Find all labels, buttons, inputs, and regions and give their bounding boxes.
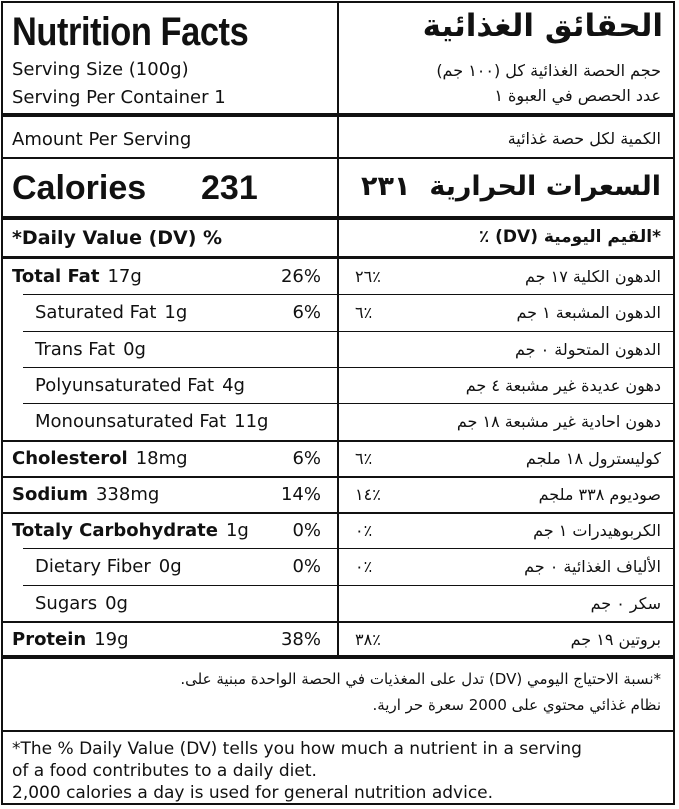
nutrient-name-ar: كوليسترول ١٨ ملجم — [525, 448, 661, 468]
nutrient-name-en: Saturated Fat 1g — [35, 302, 188, 324]
nutrient-name-ar: دهون عديدة غير مشبعة ٤ جم — [465, 375, 661, 395]
nutrient-dv-ar: ٦٪ — [355, 448, 373, 468]
nutrient-name-ar: سكر ٠ جم — [590, 593, 661, 613]
nutrient-amount-en: 0g — [105, 592, 128, 614]
nutrient-dv-en: 26% — [280, 266, 321, 287]
calories-label-en: Calories — [12, 169, 147, 207]
column-divider — [337, 3, 339, 655]
nutrient-name-en: Cholesterol 18mg — [12, 447, 188, 469]
row-divider — [23, 331, 673, 332]
nutrient-dv-en: 6% — [292, 302, 321, 324]
row-divider — [23, 585, 673, 586]
amount-label-en: Amount Per Serving — [12, 129, 192, 150]
nutrient-dv-ar: ١٤٪ — [355, 484, 381, 504]
row-divider — [23, 403, 673, 404]
nutrient-dv-en: 38% — [280, 629, 321, 650]
nutrient-name-en: Protein 19g — [12, 629, 129, 650]
nutrient-name-en: Total Fat 17g — [12, 266, 142, 287]
row-divider — [23, 548, 673, 549]
serving-size-ar: حجم الحصة الغذائية كل (١٠٠ جم) — [436, 61, 661, 80]
nutrient-name-ar: بروتين ١٩ جم — [570, 630, 661, 649]
nutrient-dv-en: 14% — [280, 483, 321, 505]
nutrient-dv-ar: ٣٨٪ — [355, 630, 381, 649]
serving-per-container-en: Serving Per Container 1 — [12, 87, 226, 108]
nutrient-dv-ar: ٠٪ — [355, 521, 373, 541]
footnote-en-line1: *The % Daily Value (DV) tells you how much a nutrient in a serving — [12, 739, 582, 759]
footnote-en-line3: 2,000 calories a day is used for general nutrition advice. — [12, 783, 494, 803]
nutrient-amount-en: 0g — [123, 338, 146, 360]
nutrient-amount-en: 1g — [225, 520, 249, 542]
daily-value-label-ar: *القيم اليومية (DV) ٪ — [478, 227, 661, 247]
nutrient-amount-en: 11g — [234, 411, 269, 433]
title-ar: الحقائق الغذائية — [422, 8, 663, 44]
calories-value-en: 231 — [201, 169, 258, 207]
footnote-ar-line1: *نسبة الاحتياج اليومي (DV) تدل على المغذيات في الحصة الواحدة مبنية على. — [180, 670, 661, 688]
nutrient-amount-en: 338mg — [95, 483, 160, 505]
nutrient-name-ar: صوديوم ٣٣٨ ملجم — [538, 484, 661, 504]
nutrient-dv-en: 6% — [292, 447, 321, 469]
calories-label-ar: السعرات الحرارية — [429, 171, 661, 202]
nutrient-name-en: Dietary Fiber 0g — [35, 556, 182, 578]
calories-value-ar: ٢٣١ — [361, 171, 411, 202]
nutrition-label — [1, 1, 675, 805]
nutrient-dv-ar: ٦٪ — [355, 303, 373, 323]
footnote-divider — [3, 730, 673, 732]
row-divider — [23, 294, 673, 295]
nutrient-dv-en: 0% — [292, 556, 321, 578]
serving-size-en: Serving Size (100g) — [12, 59, 189, 80]
nutrient-name-en: Sugars 0g — [35, 592, 128, 614]
nutrient-name-ar: الدهون المتحولة ٠ جم — [514, 339, 661, 359]
table-bottom-divider — [3, 655, 673, 659]
nutrient-name-en: Totaly Carbohydrate 1g — [12, 520, 249, 542]
nutrient-name-ar: دهون احادية غير مشبعة ١٨ جم — [456, 412, 661, 432]
nutrient-dv-ar: ٠٪ — [355, 557, 373, 577]
footnote-en-line2: of a food contributes to a daily diet. — [12, 761, 317, 781]
serving-per-container-ar: عدد الحصص في العبوة ١ — [494, 86, 661, 105]
nutrient-dv-ar: ٢٦٪ — [355, 267, 381, 286]
nutrient-amount-en: 4g — [222, 374, 245, 396]
nutrient-amount-en: 19g — [94, 629, 129, 650]
amount-label-ar: الكمية لكل حصة غذائية — [507, 129, 661, 148]
footnote-ar-line2: نظام غذائي محتوي على 2000 سعرة حر ارية. — [372, 696, 661, 714]
daily-value-label-en: *Daily Value (DV) % — [12, 227, 223, 249]
nutrient-name-ar: الألياف الغذائية ٠ جم — [524, 557, 661, 577]
nutrient-name-en: Polyunsaturated Fat 4g — [35, 374, 245, 396]
nutrient-amount-en: 1g — [164, 302, 188, 324]
nutrient-name-en: Trans Fat 0g — [35, 338, 146, 360]
nutrient-amount-en: 17g — [107, 266, 142, 287]
nutrient-name-ar: الدهون المشبعة ١ جم — [516, 303, 661, 323]
title-en: Nutrition Facts — [12, 10, 249, 54]
row-divider — [23, 367, 673, 368]
nutrient-name-en: Sodium 338mg — [12, 483, 160, 505]
nutrient-amount-en: 0g — [158, 556, 182, 578]
nutrient-name-en: Monounsaturated Fat 11g — [35, 411, 269, 433]
nutrient-amount-en: 18mg — [135, 447, 188, 469]
nutrient-name-ar: الكربوهيدرات ١ جم — [533, 521, 661, 541]
nutrient-dv-en: 0% — [292, 520, 321, 542]
nutrient-name-ar: الدهون الكلية ١٧ جم — [524, 267, 661, 286]
